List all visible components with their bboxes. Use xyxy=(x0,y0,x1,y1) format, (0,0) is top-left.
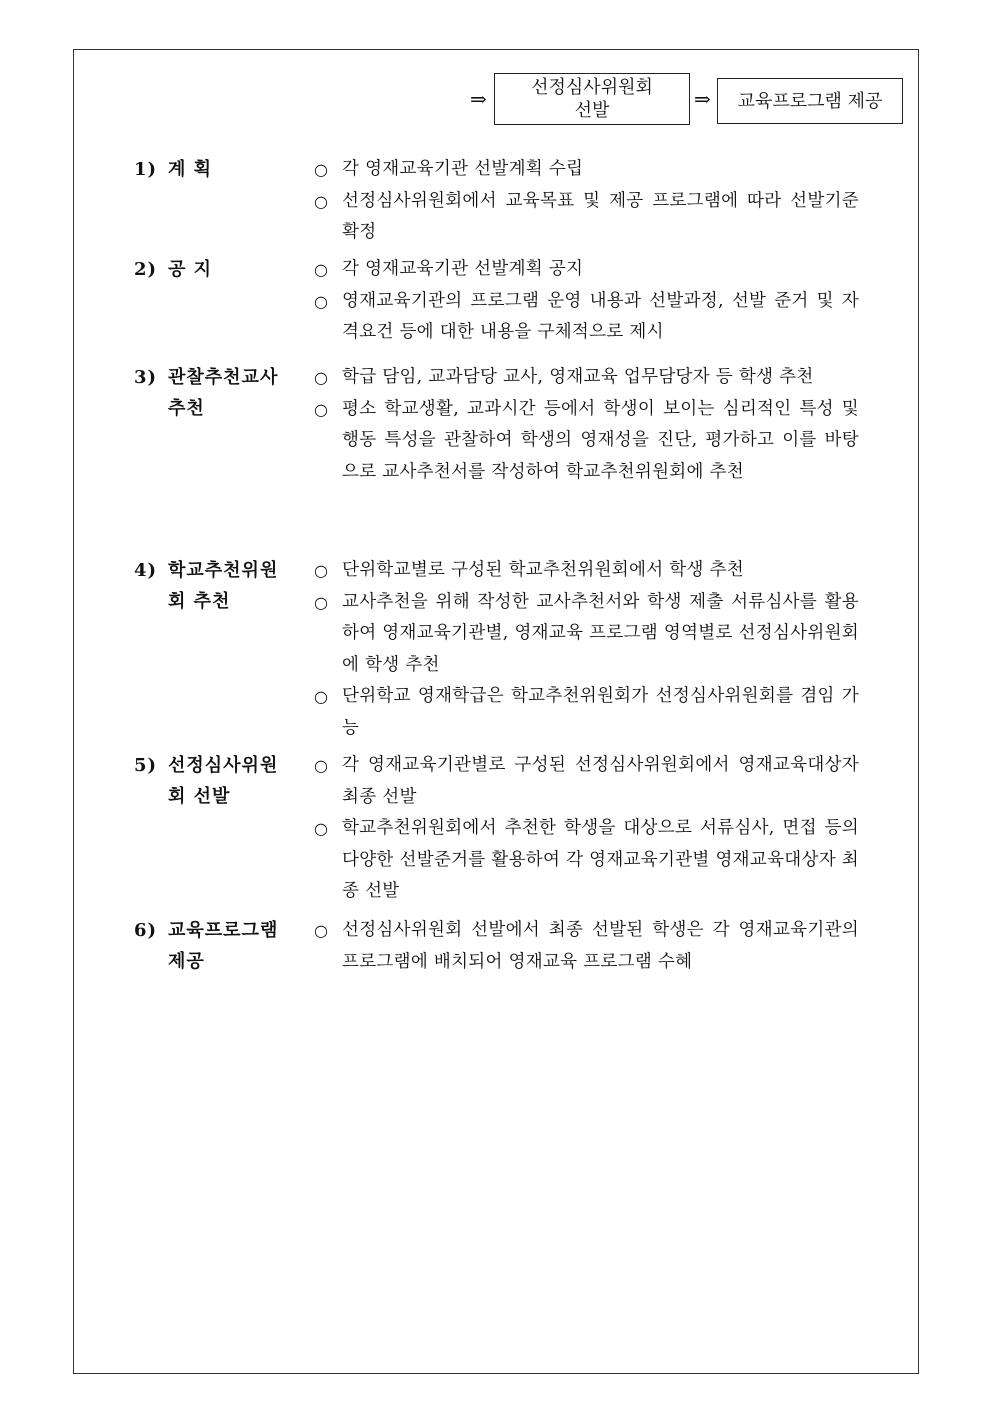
section-number: 5) xyxy=(134,755,158,776)
section-number: 2) xyxy=(134,259,158,280)
circle-bullet-icon: ○ xyxy=(314,592,329,612)
flow-diagram xyxy=(0,73,992,125)
circle-bullet-icon: ○ xyxy=(314,687,329,706)
bullet-list xyxy=(314,750,859,908)
flow-box-program xyxy=(717,78,903,124)
circle-bullet-icon: ○ xyxy=(314,260,329,279)
bullet-list xyxy=(314,154,859,249)
bullet-item: ○ 단위학교별로 구성된 학교추천위원회에서 학생 추천 xyxy=(314,555,859,587)
circle-bullet-icon: ○ xyxy=(314,291,329,311)
flow-box-selection xyxy=(494,73,690,125)
section-heading xyxy=(134,555,294,617)
section-title: 공 지 xyxy=(168,259,213,280)
circle-bullet-icon: ○ xyxy=(314,160,329,179)
flow-box-program-label: 교육프로그램 제공 xyxy=(737,90,883,112)
bullet-item: ○ 학교추천위원회에서 추천한 학생을 대상으로 서류심사, 면접 등의 다양한 선발준거를 활용하여 각 영재교육기관별 영재교육대상자 최종 선발 xyxy=(314,813,859,908)
bullet-item: ○ 각 영재교육기관 선발계획 수립 xyxy=(314,154,859,186)
bullet-item: ○ 선정심사위원회 선발에서 최종 선발된 학생은 각 영재교육기관의 프로그램에 배치되어 영재교육 프로그램 수혜 xyxy=(314,915,859,978)
section-title: 계 획 xyxy=(168,159,213,180)
circle-bullet-icon: ○ xyxy=(314,368,329,387)
circle-bullet-icon: ○ xyxy=(314,191,329,211)
bullet-list xyxy=(314,362,859,488)
circle-bullet-icon: ○ xyxy=(314,756,329,775)
bullet-item: ○ 학급 담임, 교과담당 교사, 영재교육 업무담당자 등 학생 추천 xyxy=(314,362,859,394)
bullet-item: ○ 각 영재교육기관별로 구성된 선정심사위원회에서 영재교육대상자 최종 선발 xyxy=(314,750,859,813)
flow-arrow-1: ⇒ xyxy=(470,87,487,111)
section-title: 학교추천위원 xyxy=(168,560,279,581)
bullet-list xyxy=(314,254,859,349)
bullet-list xyxy=(314,915,859,978)
flow-arrow-2: ⇒ xyxy=(694,87,711,111)
circle-bullet-icon: ○ xyxy=(314,819,329,838)
circle-bullet-icon: ○ xyxy=(314,561,329,580)
section-heading xyxy=(134,915,294,977)
section-number: 4) xyxy=(134,560,158,581)
section-title-line2: 추천 xyxy=(168,398,205,419)
section-number: 3) xyxy=(134,367,158,388)
flow-box-selection-line2: 선발 xyxy=(574,100,610,121)
circle-bullet-icon: ○ xyxy=(314,399,329,419)
section-title: 선정심사위원 xyxy=(168,755,279,776)
section-number: 6) xyxy=(134,920,158,941)
flow-box-selection-line1: 선정심사위원회 xyxy=(531,77,653,98)
bullet-item: ○ 선정심사위원회에서 교육목표 및 제공 프로그램에 따라 선발기준 확정 xyxy=(314,186,859,249)
section-heading xyxy=(134,154,294,185)
circle-bullet-icon: ○ xyxy=(314,921,329,940)
bullet-list xyxy=(314,555,859,744)
section-title-line2: 회 선발 xyxy=(168,786,231,807)
bullet-item: ○ 영재교육기관의 프로그램 운영 내용과 선발과정, 선발 준거 및 자격요건 등에 대한 내용을 구체적으로 제시 xyxy=(314,286,859,349)
section-title: 관찰추천교사 xyxy=(168,367,279,388)
section-heading xyxy=(134,362,294,424)
section-heading xyxy=(134,750,294,812)
bullet-item: ○ 교사추천을 위해 작성한 교사추천서와 학생 제출 서류심사를 활용하여 영재교육기관별, 영재교육 프로그램 영역별로 선정심사위원회에 학생 추천 xyxy=(314,587,859,682)
bullet-item: ○ 평소 학교생활, 교과시간 등에서 학생이 보이는 심리적인 특성 및 행동 특성을 관찰하여 학생의 영재성을 진단, 평가하고 이를 바탕으로 교사추천서를 작성하여 학교추천위원회에 추천 xyxy=(314,394,859,489)
section-title: 교육프로그램 xyxy=(168,920,279,941)
bullet-item: ○ 각 영재교육기관 선발계획 공지 xyxy=(314,254,859,286)
section-title-line2: 회 추천 xyxy=(168,591,231,612)
bullet-item: ○ 단위학교 영재학급은 학교추천위원회가 선정심사위원회를 겸임 가능 xyxy=(314,681,859,744)
section-title-line2: 제공 xyxy=(168,951,205,972)
section-number: 1) xyxy=(134,159,158,180)
section-heading xyxy=(134,254,294,285)
